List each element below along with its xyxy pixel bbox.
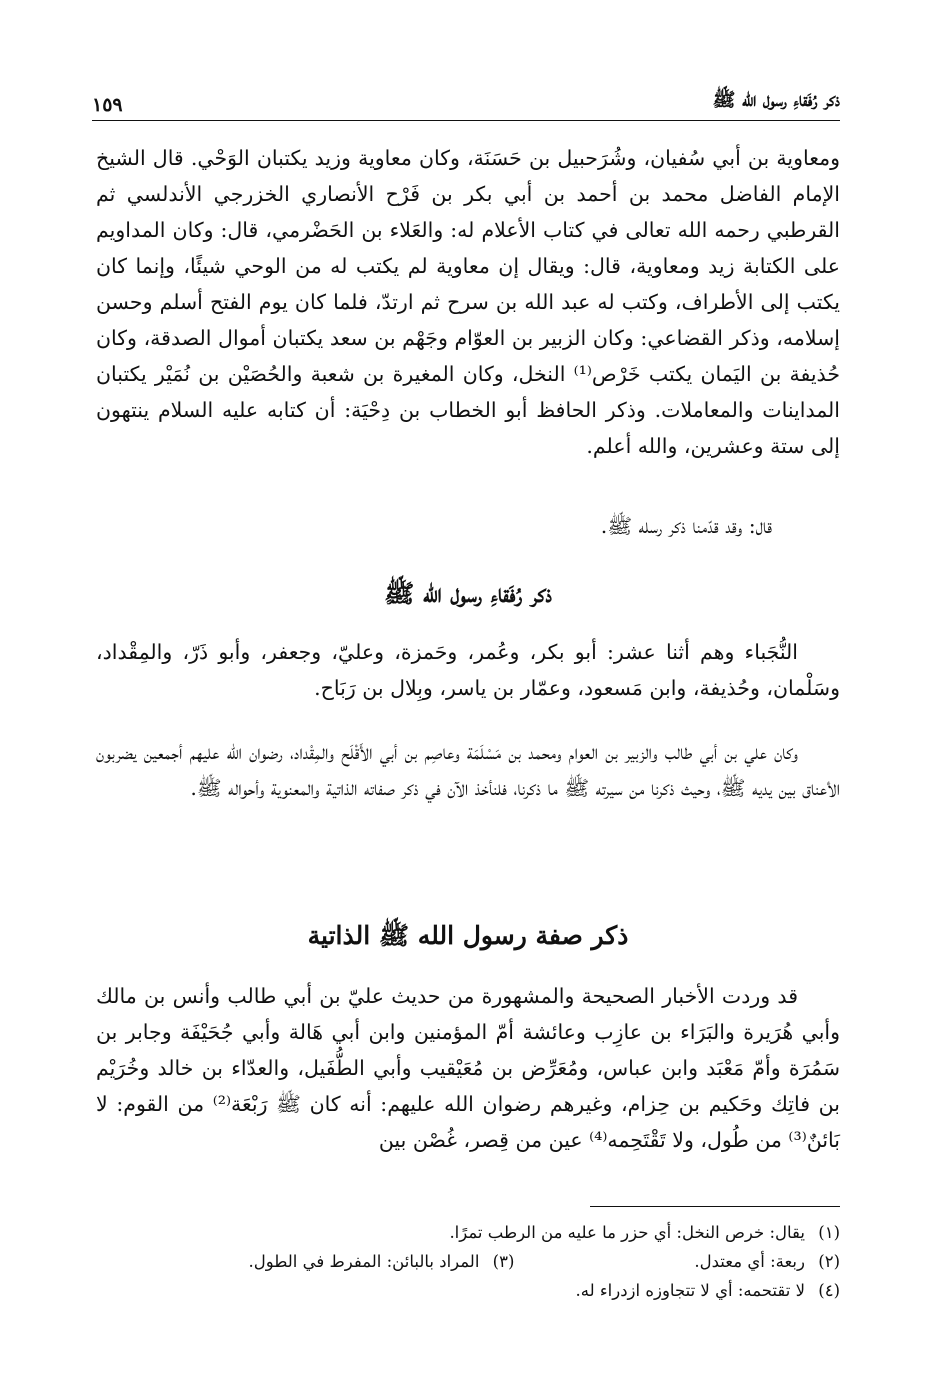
footnote-text: المراد بالبائن: المفرط في الطول. [248,1252,480,1271]
running-head [92,82,840,116]
footnotes [96,1218,840,1305]
section-heading-description: ذكر صفة رسول الله ﷺ الذاتية [307,921,629,950]
footnote-number: (٤) [818,1281,840,1300]
running-title: ذكر رُفَقاءِ رسول الله ﷺ [712,89,840,111]
paragraph-messengers-note: قال: وقد قدّمنا ذكر رسله ﷺ. [600,514,772,538]
footnote-number: (٢) [818,1252,840,1271]
header-divider [92,120,840,121]
footnote-number: (١) [818,1223,840,1242]
footnote-text: لا تقتحمه: أي لا تتجاوزه ازدراء له. [575,1281,805,1300]
paragraph-nobles: النُّجَباء وهم أثنا عشر: أبو بكر، وعُمر، وحَمزة، وعليّ، وجعفر، وأبو ذَرّ، والمِقْداد، وسَلْمان، وحُذيفة، وابن مَسعود، وعمّار بن ياسر، وبِلال بن رَبَاح. [96,640,840,700]
footnote-number: (٣) [492,1252,515,1271]
footnote-1 [96,1218,840,1247]
footnote-2-3 [96,1247,840,1276]
footnote-divider [590,1206,840,1207]
page-number: ١٥٩ [92,94,123,116]
paragraph-scribes: ومعاوية بن أبي سُفيان، وشُرَحبيل بن حَسَنَة، وكان معاوية وزيد يكتبان الوَحْي. قال الشيخ الإمام الفاضل محمد بن أحمد بن أبي بكر بن فَرْح الأنصاري الخزرجي الأندلسي ثم القرطبي رحمه الله تعالى في كتاب الأعلام له: والعَلاء بن الحَضْرمي، قال: وكان المداويم على الكتابة زيد ومعاوية، قال: ويقال إن معاوية لم يكتب له من الوحي شيئًا، وإنما كان يكتب إلى الأطراف، وكتب له عبد الله بن سرح ثم ارتدّ، فلما كان يوم الفتح أسلم وحسن إسلامه، وذكر القضاعي: وكان الزبير بن العوّام وجَهْم بن سعد يكتبان أموال الصدقة، وكان حُذيفة بن اليَمان يكتب خَرْص⁽¹⁾ النخل، وكان المغيرة بن شعبة والحُصَيْن بن نُمَيْر يكتبان المداينات والمعاملات. وذكر الحافظ أبو الخطاب بن دِحْيَة: أن كتابه عليه السلام ينتهون إلى ستة وعشرين، والله أعلم. [96,146,840,458]
section-heading-companions: ذكر رُفَقاءِ رسول الله ﷺ [384,579,552,608]
footnote-4 [96,1276,840,1305]
footnote-text: يقال: خرص النخل: أي حزر ما عليه من الرطب تمرًا. [449,1223,805,1242]
paragraph-guards: وكان علي بن أبي طالب والزبير بن العوام ومحمد بن مَسْلَمَة وعاصِم بن أبي الأَقْلَح والمِقْداد، رضوان الله عليهم أجمعين يضربون الأعناق بين يديه ﷺ، وحيث ذكرنا من سيرته ﷺ ما ذكرنا، فلنأخذ الآن في ذكر صفاته الذاتية والمعنوية وأحواله ﷺ. [96,740,840,800]
footnote-text: ربعة: أي معتدل. [694,1252,805,1271]
paragraph-description: قد وردت الأخبار الصحيحة والمشهورة من حديث عليّ بن أبي طالب وأنس بن مالك وأبي هُرَيرة والبَرَاء بن عازِب وعائشة أمّ المؤمنين وابن أبي هَالة وأبي جُحَيْفَة وجابر بن سَمُرَة وأمّ مَعْبَد وابن عباس، ومُعَرِّض بن مُعَيْقيب وأبي الطُّفَيل، والعدّاء بن خالد وخُرَيْم بن فاتِك وحَكيم بن حِزام، وغيرهم رضوان الله عليهم: أنه كان ﷺ رَبْعَة⁽²⁾ من القوم: لا بَائنٌ⁽³⁾ من طُول، ولا تَقْتَحِمه⁽⁴⁾ عين من قِصر، غُصْن بين [96,984,840,1152]
